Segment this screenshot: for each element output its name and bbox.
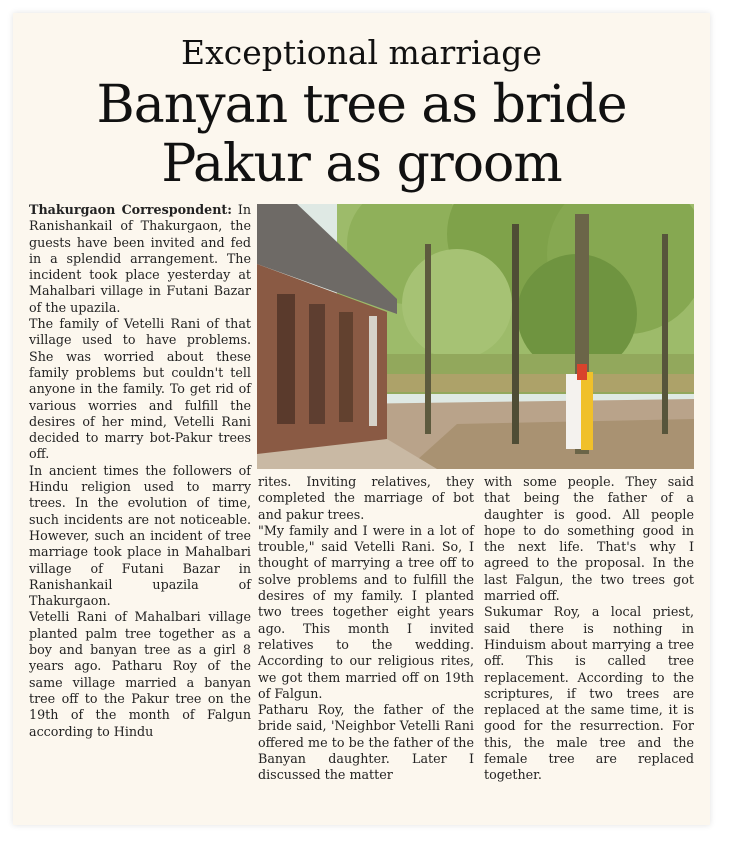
article-paragraph: with some people. They said that being the father of a daughter is good. All people hope to do something good in the next life. That's why I agreed to the proposal. In the last Falgun, the two trees got married off.: [484, 474, 694, 604]
article-paragraph: Sukumar Roy, a local priest, said there is nothing in Hinduism about marrying a tree off. This is called tree replacement. According to the scriptures, if two trees are replaced at the same time, it is good for the resurrection. For this, the male tree and the female tree are replaced together.: [484, 604, 694, 783]
article-paragraph: In ancient times the followers of Hindu religion used to marry trees. In the evolution of time, such incidents are not noticeable. However, such an incident of tree marriage took place in Mahalbari village of Futani Bazar in Ranishankail upazila of Thakurgaon.: [29, 462, 251, 609]
article-photo: [257, 204, 694, 469]
newspaper-clipping: [13, 13, 710, 825]
tree-marriage-photo: [257, 204, 694, 469]
article-paragraph: "My family and I were in a lot of trouble," said Vetelli Rani. So, I thought of marrying a tree off to solve problems and to fulfill the desires of my family. I planted two trees together eight years ago. This month I invited relatives to the wedding. According to our religious rites, we got them married off on 19th of Falgun.: [258, 522, 474, 701]
headline-kicker: Exceptional marriage: [181, 33, 542, 72]
paragraph-text: In Ranishankail of Thakurgaon, the guests have been invited and fed in a splendid arrangement. The incident took place yesterday at Mahalbari village in Futani Bazar of the upazila.: [29, 202, 251, 315]
headline-line-1: Banyan tree as bride: [96, 75, 627, 135]
headline-line-2: Pakur as groom: [161, 134, 562, 194]
article-paragraph: rites. Inviting relatives, they completed the marriage of bot and pakur trees.: [258, 474, 474, 522]
article-column-3: [484, 474, 694, 784]
article-column-2: [258, 474, 474, 784]
byline: Thakurgaon Correspondent:: [29, 202, 232, 217]
article-paragraph: Vetelli Rani of Mahalbari village planted palm tree together as a boy and banyan tree as a girl 8 years ago. Patharu Roy of the same village married a banyan tree off to the Pakur tree on the 19th of the month of Falgun according to Hindu: [29, 609, 251, 739]
article-paragraph: Patharu Roy, the father of the bride said, 'Neighbor Vetelli Rani offered me to be the father of the Banyan daughter. Later I discussed the matter: [258, 702, 474, 783]
article-paragraph: [29, 202, 251, 316]
article-paragraph: The family of Vetelli Rani of that village used to have problems. She was worried about these family problems but couldn't tell anyone in the family. To get rid of various worries and fulfill the desires of her mind, Vetelli Rani decided to marry bot-Pakur trees off.: [29, 316, 251, 462]
article-column-1: [29, 202, 251, 740]
